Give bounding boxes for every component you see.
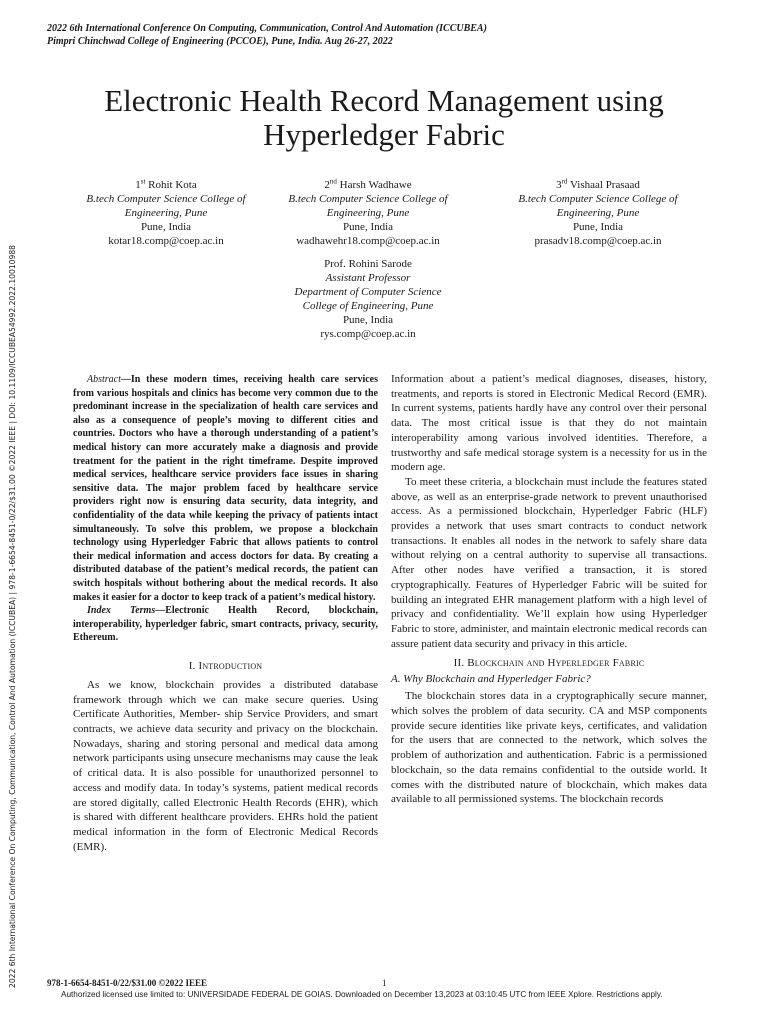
intro-paragraph: As we know, blockchain provides a distributed database framework through which we can make secure queries. Using Certificate Authorities, Member- ship Service Providers, and smart contracts, we achieve data security and privacy on the blockchain. Nowadays, sharing and storing personal and medical data among network participants using unsecure mechanisms may cause the leak of critical data. It is also possible for unauthorized personnel to access and modify data. In today’s systems, patient medical records are stored digitally, called Electronic Health Records (EHR), which is shared with different healthcare providers. EHRs hold the patient medical information in the form of Electronic Medical Records (EMR).: [73, 678, 378, 853]
author-email: prasadv18.comp@coep.ac.in: [534, 235, 662, 247]
doi-side-strip: 2022 6th International Conference On Computing, Communication, Control And Automation (ICCUBEA) | 978-1-6654-8451-0/22/$31.00 ©2022 IEEE | DOI: 10.1109/ICCUBEA54992.2022.10010988: [8, 245, 17, 988]
section-1-heading: I. Introduction: [188, 659, 263, 672]
author-email: wadhawehr18.comp@coep.ac.in: [296, 235, 440, 247]
paper-title: [60, 84, 708, 152]
author-name: Prof. Rohini Sarode: [324, 258, 412, 270]
author-4: Prof. Rohini Sarode Assistant Professor Department of Computer Science College of Engineering, Pune Pune, India rys.comp@coep.ac.in: [248, 257, 488, 341]
conference-header: [47, 22, 647, 48]
right-paragraph-1: Information about a patient’s medical diagnoses, diseases, history, treatments, and reports is stored in Electronic Medical Record (EMR). In current systems, patients hardly have any control over their personal data. The most critical issue is that they do not maintain interoperability among various involved identities. Therefore, a trustworthy and safe medical storage system is a necessity for us in the modern age.: [391, 373, 707, 474]
title-line-1: Electronic Health Record Management using: [104, 83, 664, 118]
page-number: 1: [382, 978, 387, 988]
subsection-a-heading: A. Why Blockchain and Hyperledger Fabric?: [391, 673, 591, 686]
right-column: [391, 372, 707, 807]
conference-name: 2022 6th International Conference On Computing, Communication, Control And Automation (ICCUBEA): [47, 23, 487, 34]
author-name: Rohit Kota: [148, 179, 197, 191]
author-email: rys.comp@coep.ac.in: [320, 328, 416, 340]
isbn-copyright: 978-1-6654-8451-0/22/$31.00 ©2022 IEEE: [47, 978, 207, 988]
title-line-2: Hyperledger Fabric: [263, 117, 505, 152]
right-paragraph-2: To meet these criteria, a blockchain must include the features stated above, as well as an enterprise-grade network to prevent unauthorised access. As a permissioned blockchain, Hyperledger Fabric (HLF) provides a network that uses smart contracts to conduct network transactions. It enables all nodes in the network to safely share data without relying on a central authority to supervise all transactions. After other nodes have verified a transaction, it is stored cryptographically. Features of Hyperledger Fabric will be suited for building an integrated EHR management platform with a high level of privacy and confidentiality. We’ll explain how using Hyperledger Fabric to store, administer, and maintain electronic medical records can assure patient data security and privacy in this article.: [391, 475, 707, 650]
right-paragraph-3: The blockchain stores data in a cryptographically secure manner, which solves the problem of data security. CA and MSP components provide secure identities like private keys, certificates, and validation for the users that are connected to the network, which solves the problem of authorization and authentication. Fabric is a permissioned blockchain, so the data remains confidential to the outside world. It comes with the distributed nature of blockchain, which makes data available to all permissioned systems. The blockchain records: [391, 690, 707, 806]
license-notice: Authorized licensed use limited to: UNIVERSIDADE FEDERAL DE GOIAS. Downloaded on December 13,2023 at 03:10:45 UTC from IEEE Xplore. Restrictions apply.: [61, 990, 663, 999]
author-email: kotar18.comp@coep.ac.in: [108, 235, 224, 247]
author-1: 1st Rohit Kota B.tech Computer Science College of Engineering, Pune Pune, India kotar18.comp@coep.ac.in: [46, 178, 286, 248]
conference-venue: Pimpri Chinchwad College of Engineering (PCCOE), Pune, India. Aug 26-27, 2022: [47, 36, 393, 47]
author-name: Harsh Wadhawe: [339, 179, 412, 191]
abstract: Abstract—In these modern times, receiving health care services from various hospitals and clinics has become very common due to the predominant increase in the specialization of health care services and also as a consequence of people’s moving to different cities and countries. Doctors who have a thorough understanding of a patient’s medical history can more accurately make a diagnosis and provide treatment for the patient in the right timeframe. Despite improved medical services, healthcare service providers face issues in sharing sensitive data. The major problem faced by healthcare service providers right now is ensuring data security, data integrity, and confidentiality of the data while keeping the privacy of patients intact simultaneously. To solve this problem, we propose a blockchain technology using Hyperledger Fabric that allows patients to control their medical information and access doctors for data. By creating a distributed database of the patient’s medical records, the patient can switch hospitals without bothering about the medical records. It also makes it easier for a doctor to keep track of a patient’s medical history.: [73, 374, 378, 603]
author-3: 3rd Vishaal Prasaad B.tech Computer Science College of Engineering, Pune Pune, India prasadv18.comp@coep.ac.in: [478, 178, 718, 248]
index-terms: Index Terms—Electronic Health Record, blockchain, interoperability, hyperledger fabric, smart contracts, privacy, security, Ethereum.: [73, 605, 378, 644]
section-2-heading: II. Blockchain and Hyperledger Fabric: [453, 657, 645, 670]
left-column: [73, 373, 378, 854]
author-2: 2nd Harsh Wadhawe B.tech Computer Science College of Engineering, Pune Pune, India wadhawehr18.comp@coep.ac.in: [248, 178, 488, 248]
author-name: Vishaal Prasaad: [570, 179, 640, 191]
